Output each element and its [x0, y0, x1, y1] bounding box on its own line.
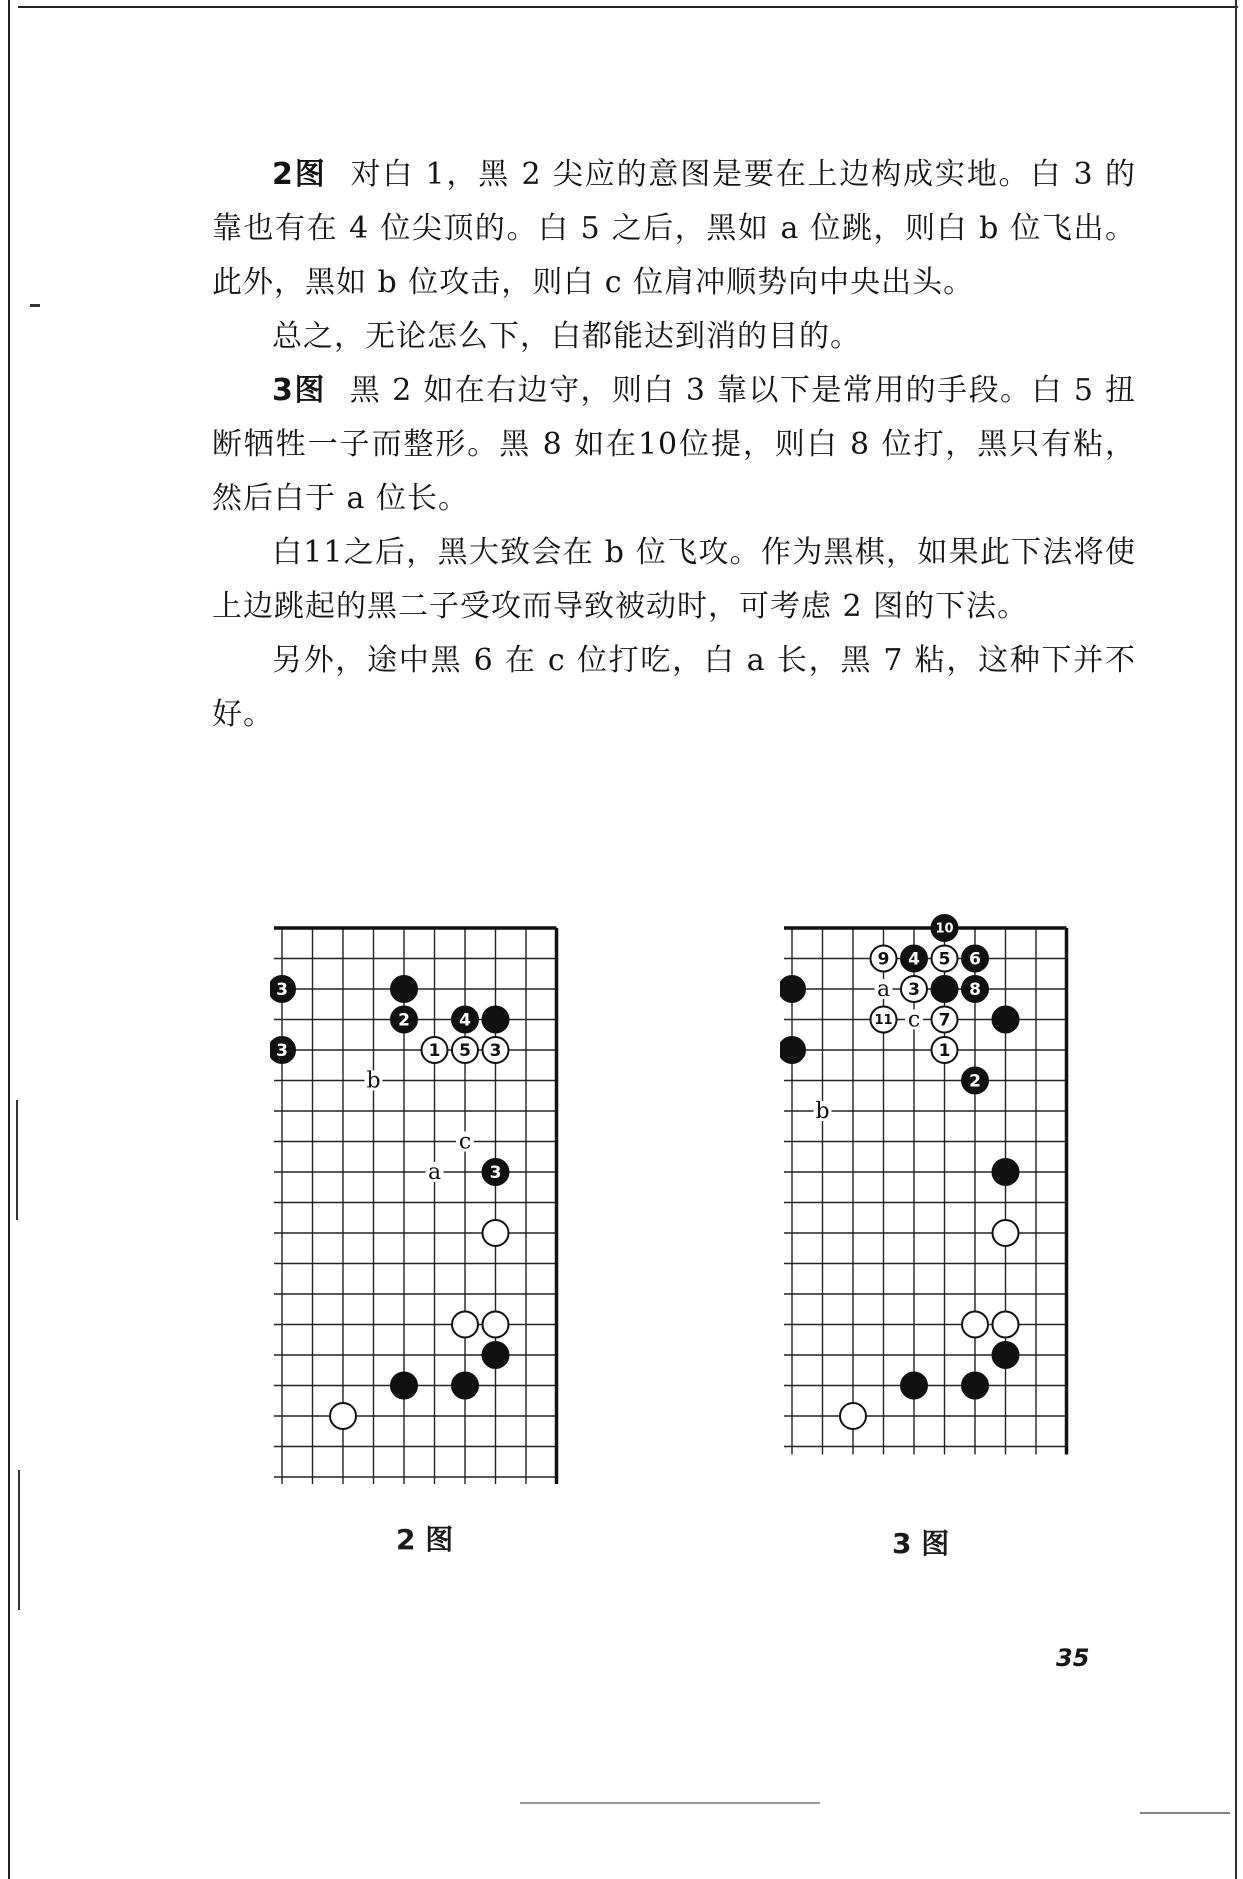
- paragraph-text: 白11之后，黑大致会在 b 位飞攻。作为黑棋，如果此下法将使上边跳起的黑二子受攻而导致被动时，可考虑 2 图的下法。: [212, 535, 1136, 624]
- black-stone: [901, 1373, 927, 1399]
- black-stone: [993, 1159, 1019, 1185]
- black-stone: [391, 1007, 417, 1033]
- scan-mark: [1140, 1812, 1230, 1814]
- black-stone: [962, 976, 988, 1002]
- white-stone: [422, 1037, 448, 1063]
- figure-caption-3: 3 图: [892, 1527, 950, 1560]
- black-stone: [483, 1007, 509, 1033]
- paragraph-text: 黑 2 如在右边守，则白 3 靠以下是常用的手段。白 5 扭断牺牲一子而整形。黑 8 如在10位提，则白 8 位打，黑只有粘，然后白于 a 位长。: [212, 373, 1136, 516]
- white-stone: [962, 1312, 988, 1338]
- page-number: 35: [1056, 1644, 1090, 1672]
- black-stone: [391, 976, 417, 1002]
- stone-number: 3: [276, 1041, 288, 1062]
- stone-number: 11: [874, 1013, 893, 1029]
- stone-number: 6: [969, 949, 981, 970]
- black-stone: [993, 1007, 1019, 1033]
- scan-top-rule: [18, 6, 1238, 8]
- white-stone: [932, 946, 958, 972]
- black-stone: [932, 915, 958, 941]
- scan-mark: [16, 1100, 18, 1220]
- white-stone: [483, 1312, 509, 1338]
- scan-right-edge: [1235, 0, 1237, 1879]
- go-diagram-2: [270, 914, 580, 1484]
- stone-number: 5: [938, 949, 951, 970]
- scan-left-edge: [8, 0, 10, 1879]
- black-stone: [270, 1037, 295, 1063]
- paragraph-text: 对白 1，黑 2 尖应的意图是要在上边构成实地。白 3 的靠也有在 4 位尖顶的。白 5 之后，黑如 a 位跳，则白 b 位飞出。此外，黑如 b 位攻击，则白 c 位肩冲顺势向中央出头。: [212, 157, 1136, 300]
- black-stone: [391, 1373, 417, 1399]
- stone-number: 2: [398, 1010, 410, 1031]
- body-text: [212, 148, 1136, 742]
- white-stone: [452, 1312, 478, 1338]
- black-stone: [932, 976, 958, 1002]
- white-stone: [330, 1403, 356, 1429]
- stone-number: 10: [935, 921, 954, 937]
- black-stone: [993, 1342, 1019, 1368]
- stone-number: 2: [969, 1071, 981, 1092]
- paragraph-text: 总之，无论怎么下，白都能达到消的目的。: [272, 319, 861, 354]
- paragraph-fig3: [212, 364, 1136, 526]
- white-stone: [483, 1037, 509, 1063]
- black-stone: [780, 976, 805, 1002]
- black-stone: [270, 976, 295, 1002]
- scan-mark: [18, 1470, 20, 1610]
- stone-number: 5: [459, 1041, 471, 1062]
- point-letter-a: a: [427, 1160, 442, 1185]
- black-stone: [962, 946, 988, 972]
- stone-number: 1: [938, 1041, 951, 1062]
- stone-number: 9: [877, 949, 890, 970]
- white-stone: [932, 1007, 958, 1033]
- black-stone: [452, 1007, 478, 1033]
- point-letter-c: c: [907, 1007, 921, 1033]
- scan-mark: [30, 304, 40, 307]
- figure-ref: 2图: [272, 157, 327, 192]
- paragraph-summary: [212, 310, 1136, 364]
- stone-number: 3: [276, 980, 288, 1001]
- black-stone: [483, 1342, 509, 1368]
- black-stone: [780, 1037, 805, 1063]
- white-stone: [871, 946, 897, 972]
- stone-number: 3: [908, 980, 920, 1001]
- white-stone: [871, 1007, 897, 1033]
- black-stone: [901, 946, 927, 972]
- stone-number: 1: [428, 1041, 441, 1062]
- white-stone: [993, 1220, 1019, 1246]
- white-stone: [901, 976, 927, 1002]
- figure-ref: 3图: [272, 373, 326, 408]
- point-letter-b: b: [366, 1068, 381, 1094]
- stone-number: 3: [489, 1163, 502, 1184]
- white-stone: [452, 1037, 478, 1063]
- stone-number: 4: [908, 949, 920, 970]
- black-stone: [962, 1373, 988, 1399]
- point-letter-c: c: [458, 1129, 472, 1155]
- stone-number: 3: [489, 1041, 502, 1062]
- paragraph-text: 另外，途中黑 6 在 c 位打吃，白 a 长，黑 7 粘，这种下并不好。: [212, 643, 1136, 732]
- white-stone: [993, 1312, 1019, 1338]
- point-letter-a: a: [876, 977, 891, 1002]
- black-stone: [962, 1068, 988, 1094]
- black-stone: [452, 1373, 478, 1399]
- figure-caption-2: 2 图: [396, 1523, 454, 1556]
- stone-number: 7: [938, 1010, 951, 1031]
- paragraph-after-white11: [212, 526, 1136, 634]
- black-stone: [483, 1159, 509, 1185]
- stone-number: 4: [459, 1010, 471, 1031]
- stone-number: 8: [969, 980, 981, 1001]
- scan-mark: [520, 1802, 820, 1804]
- white-stone: [932, 1037, 958, 1063]
- paragraph-alternative: [212, 634, 1136, 742]
- paragraph-fig2: [212, 148, 1136, 310]
- white-stone: [483, 1220, 509, 1246]
- go-diagram-3: [780, 914, 1090, 1484]
- point-letter-b: b: [815, 1099, 830, 1124]
- white-stone: [840, 1403, 866, 1429]
